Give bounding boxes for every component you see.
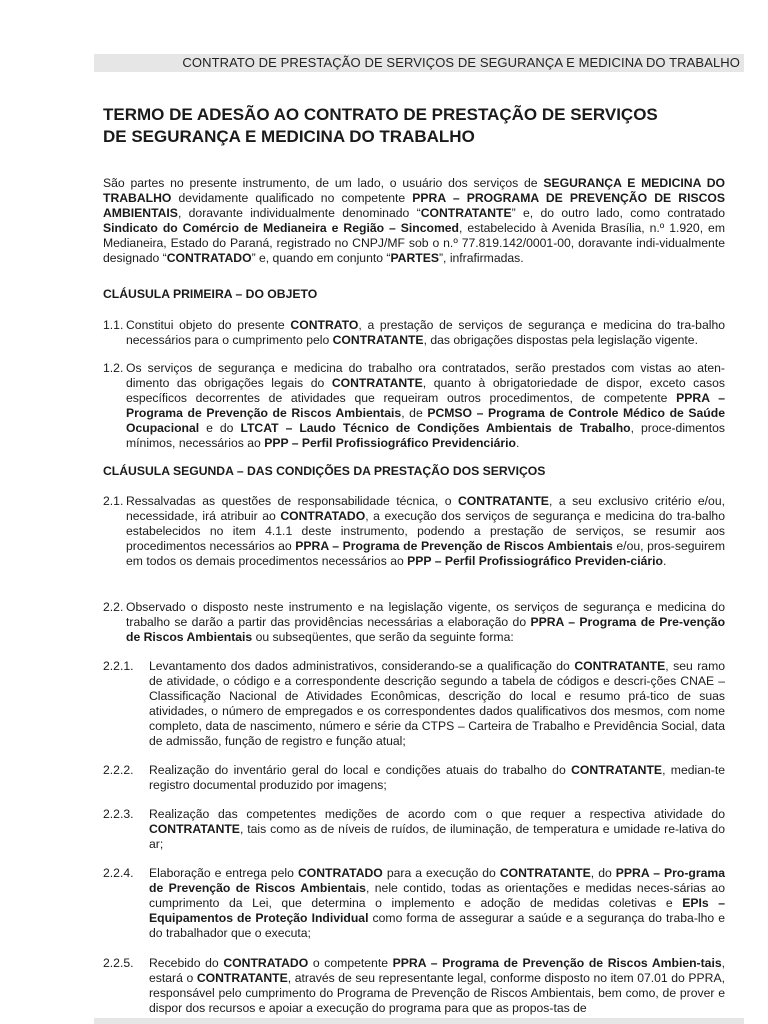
running-header-text: CONTRATO DE PRESTAÇÃO DE SERVIÇOS DE SEGURANÇA E MEDICINA DO TRABALHO (182, 55, 740, 70)
subitem-number: 2.2.5. (103, 956, 134, 970)
subitem-number: 2.2.2. (103, 763, 134, 777)
intro-paragraph: São partes no presente instrumento, de um lado, o usuário dos serviços de SEGURANÇA E MEDICINA DO TRABALHO devidamente qualificado no competente PPRA – PROGRAMA DE PREVENÇÃO DE RISCOS AMBIENTAIS, doravante individualmente denominado “CONTRATANTE” e, do outro lado, como contratado Sindicato do Comércio de Medianeira e Região – Sincomed, estabelecido à Avenida Brasília, n.º 1.920, em Medianeira, Estado do Paraná, registrado no CNPJ/MF sob o n.º 77.819.142/0001-00, doravante indi-vidualmente designado “CONTRATADO” e, quando em conjunto “PARTES”, infrafirmadas. (103, 176, 726, 265)
item-text: Os serviços de segurança e medicina do trabalho ora contratados, serão prestados com vistas ao aten-dimento das obrigações legais do CONTRATANTE, quanto à obrigatoriedade de dispor, exceto casos específicos decorrentes de atividades que requeiram outros procedimentos, de competente PPRA – Programa de Prevenção de Riscos Ambientais, de PCMSO – Programa de Controle Médico de Saúde Ocupacional e do LTCAT – Laudo Técnico de Condições Ambientais de Trabalho, proce-dimentos mínimos, necessários ao PPP – Perfil Profissiográfico Previdenciário. (126, 361, 725, 450)
item-text: Constitui objeto do presente CONTRATO, a prestação de serviços de segurança e medicina do tra-balho necessários para o cumprimento pelo CONTRATANTE, das obrigações dispostas pela legislação vigente. (126, 318, 725, 347)
clause-item-1-1 (103, 318, 725, 348)
clause2-heading: CLÁUSULA SEGUNDA – DAS CONDIÇÕES DA PRESTAÇÃO DOS SERVIÇOS (103, 464, 546, 478)
subitem-text: Realização do inventário geral do local e condições atuais do trabalho do CONTRATANTE, median-te registro documental produzido por imagens; (149, 763, 726, 792)
subitem-text: Levantamento dos dados administrativos, considerando-se a qualificação do CONTRATANTE, seu ramo de atividade, o código e a correspondente descrição segundo a tabela de códigos e descri-ções CNAE – Classificação Nacional de Atividades Econômicas, descrição do local e resumo prá-tico de suas atividades, o número de empregados e os correspondentes dados qualificativos dos mesmos, com nome completo, data de nascimento, número e série da CTPS – Carteira de Trabalho e Previdência Social, data de admissão, função de registro e função atual; (149, 659, 726, 748)
clause-item-2-2 (103, 600, 725, 645)
clause-item-2-1 (103, 494, 725, 569)
subitem-number: 2.2.3. (103, 807, 134, 821)
subitem-number: 2.2.1. (103, 659, 134, 673)
subitem-number: 2.2.4. (103, 866, 134, 880)
clause-subitem-2-2-5 (103, 956, 725, 1016)
running-footer (94, 1018, 744, 1024)
clause1-heading: CLÁUSULA PRIMEIRA – DO OBJETO (103, 287, 318, 301)
subitem-text: Realização das competentes medições de acordo com o que requer a respectiva atividade do CONTRATANTE, tais como as de níveis de ruídos, de iluminação, de temperatura e umidade re-lativa do ar; (149, 807, 725, 851)
clause-subitem-2-2-2 (103, 763, 725, 793)
document-title-line1: TERMO DE ADESÃO AO CONTRATO DE PRESTAÇÃO DE SERVIÇOS (103, 105, 658, 124)
clause-subitem-2-2-1 (103, 659, 725, 749)
subitem-text: Elaboração e entrega pelo CONTRATADO para a execução do CONTRATANTE, do PPRA – Pro-grama de Prevenção de Riscos Ambientais, nele contido, todas as orientações e medidas neces-sárias ao cumprimento da Lei, que determina o implemento e adoção de medidas coletivas e EPIs – Equipamentos de Proteção Individual como forma de assegurar a saúde e a segurança do traba-lho e do trabalhador que o executa; (149, 866, 725, 940)
clause-subitem-2-2-4 (103, 866, 725, 941)
document-title-line2: DE SEGURANÇA E MEDICINA DO TRABALHO (103, 127, 475, 146)
item-text: Observado o disposto neste instrumento e na legislação vigente, os serviços de segurança e medicina do trabalho se darão a partir das providências necessárias a elaboração do PPRA – Programa de Pre-venção de Riscos Ambientais ou subseqüentes, que serão da seguinte forma: (126, 600, 726, 644)
item-number: 2.2. (103, 600, 124, 614)
item-number: 2.1. (103, 494, 124, 508)
clause-item-1-2 (103, 361, 725, 451)
document-title (103, 104, 743, 148)
clause-subitem-2-2-3 (103, 807, 725, 852)
item-text: Ressalvadas as questões de responsabilidade técnica, o CONTRATANTE, a seu exclusivo critério e/ou, necessidade, irá atribuir ao CONTRATADO, a execução dos serviços de segurança e medicina do tra-balho estabelecidos no item 4.1.1 deste instrumento, podendo a prestação de serviços, se resumir aos procedimentos necessários ao PPRA – Programa de Prevenção de Riscos Ambientais e/ou, pros-seguirem em todos os demais procedimentos necessários ao PPP – Perfil Profissiográfico Previden-ciário. (126, 494, 725, 568)
item-number: 1.2. (103, 361, 124, 375)
subitem-text: Recebido do CONTRATADO o competente PPRA – Programa de Prevenção de Riscos Ambien-tais, estará o CONTRATANTE, através de seu representante legal, conforme disposto no item 07.01 do PPRA, responsável pelo cumprimento do Programa de Prevenção de Riscos Ambientais, bem como, de prover e dispor dos recursos e apoiar a execução do programa para que as propos-tas de (149, 956, 726, 1015)
item-number: 1.1. (103, 318, 124, 332)
running-header (94, 54, 744, 72)
